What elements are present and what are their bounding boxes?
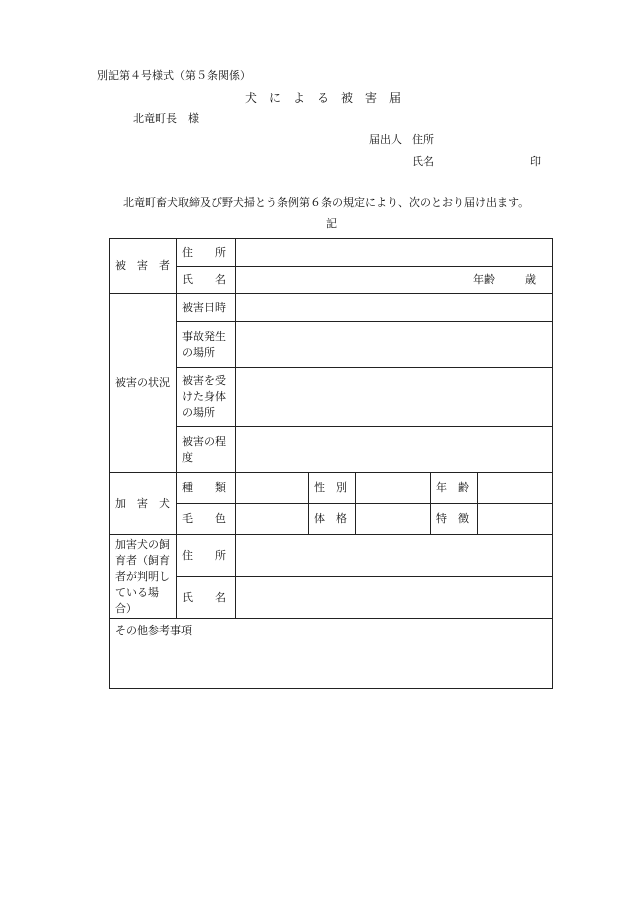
age-unit: 歳	[525, 273, 536, 286]
breed-value	[236, 473, 309, 504]
addressee: 北竜町長 様	[133, 112, 199, 125]
report-table	[109, 238, 553, 689]
sex-label: 性 別	[309, 473, 356, 504]
owner-name-value	[236, 577, 553, 619]
victim-address-label: 住 所	[177, 239, 236, 267]
body-place-value	[236, 368, 553, 427]
owner-name-label: 氏 名	[177, 577, 236, 619]
breed-label: 種 類	[177, 473, 236, 504]
victim-name-label: 氏 名	[177, 267, 236, 294]
dog-age-label: 年 齢	[431, 473, 478, 504]
statement-text: 北竜町畜犬取締及び野犬掃とう条例第６条の規定により、次のとおり届け出ます。	[123, 196, 530, 209]
reporter-label: 届出人	[369, 133, 402, 146]
coat-value	[236, 504, 309, 535]
dog-age-value	[478, 473, 553, 504]
victim-name-value	[236, 267, 553, 294]
datetime-value	[236, 294, 553, 322]
owner-address-label: 住 所	[177, 535, 236, 577]
seal-mark: 印	[530, 155, 541, 168]
feature-value	[478, 504, 553, 535]
owner-section-label: 加害犬の飼育者（飼育者が判明している場合）	[110, 535, 177, 619]
degree-value	[236, 427, 553, 473]
build-value	[356, 504, 431, 535]
remarks-label: その他参考事項	[115, 624, 192, 637]
age-label: 年齢	[473, 273, 495, 286]
sex-value	[356, 473, 431, 504]
victim-section-label: 被 害 者	[110, 239, 177, 294]
reporter-name-label: 氏名	[412, 155, 434, 168]
feature-label: 特 徴	[431, 504, 478, 535]
owner-address-value	[236, 535, 553, 577]
place-value	[236, 322, 553, 368]
coat-label: 毛 色	[177, 504, 236, 535]
ki-heading: 記	[326, 217, 337, 230]
reporter-address-label: 住所	[412, 133, 434, 146]
degree-label: 被害の程度	[177, 427, 236, 473]
situation-section-label: 被害の状況	[110, 294, 177, 473]
remarks-cell	[110, 619, 553, 689]
form-code: 別記第４号様式（第５条関係）	[97, 69, 251, 82]
victim-address-value	[236, 239, 553, 267]
build-label: 体 格	[309, 504, 356, 535]
dog-section-label: 加 害 犬	[110, 473, 177, 535]
place-label: 事故発生の場所	[177, 322, 236, 368]
datetime-label: 被害日時	[177, 294, 236, 322]
body-place-label: 被害を受けた身体の場所	[177, 368, 236, 427]
form-title: 犬 に よ る 被 害 届	[245, 91, 402, 105]
